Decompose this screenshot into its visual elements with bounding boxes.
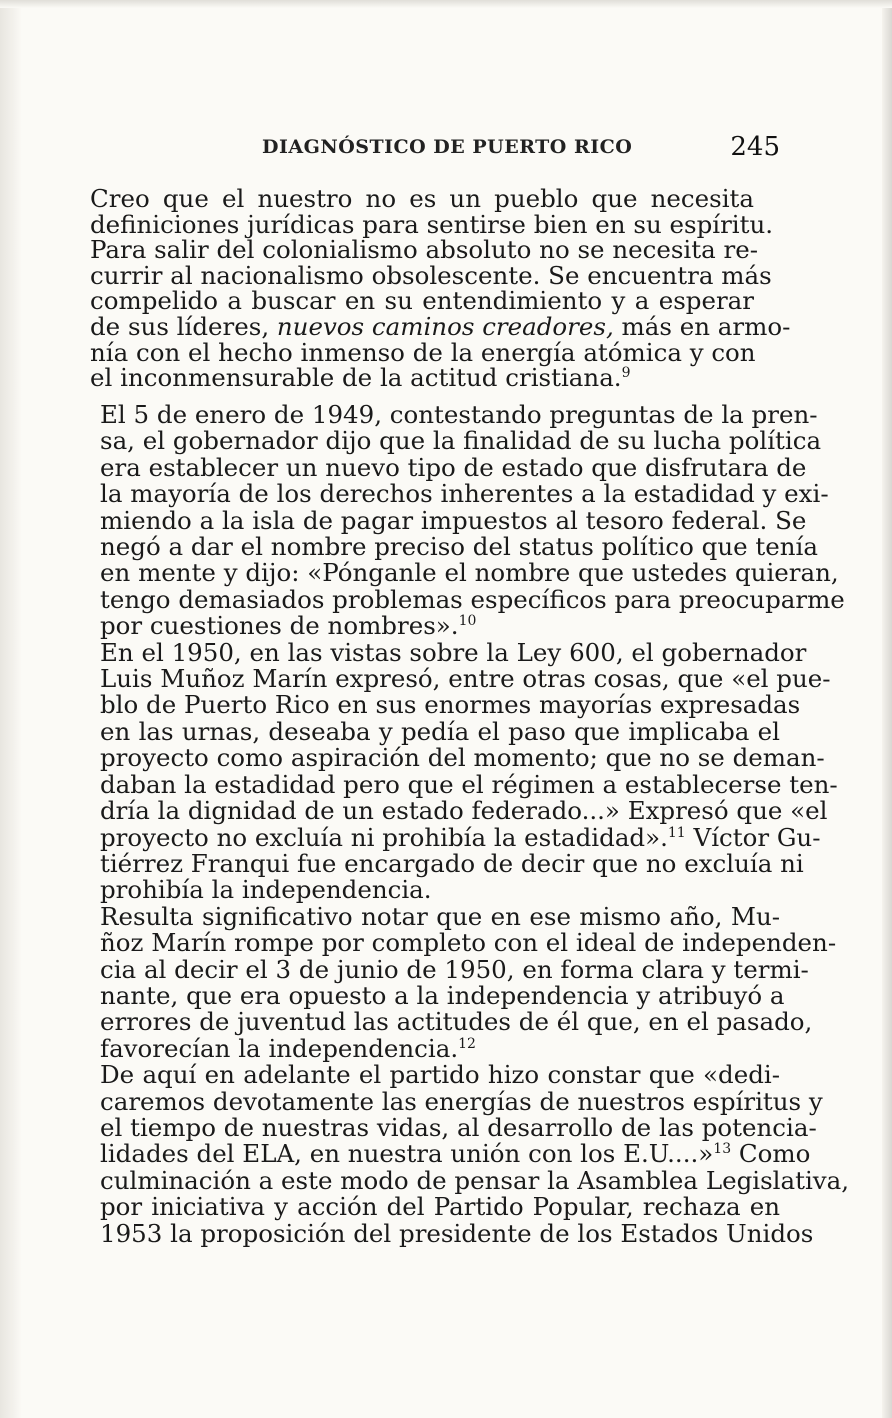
text-line bbox=[62, 1139, 811, 1169]
footnote-ref: 10 bbox=[458, 613, 477, 630]
text-line bbox=[90, 365, 754, 391]
text-line: Para salir del colonialismo absoluto no se necesita re- bbox=[90, 235, 758, 265]
page-edge-shadow-right bbox=[882, 0, 892, 1418]
text-line: errores de juventud las actitudes de él que, en el pasado, bbox=[100, 1007, 813, 1037]
footnote-ref: 11 bbox=[667, 824, 686, 841]
footnote-ref: 12 bbox=[458, 1035, 476, 1052]
text-line bbox=[62, 613, 780, 639]
text-line: por iniciativa y acción del Partido Popular, rechaza en bbox=[100, 1192, 780, 1222]
text-line: sa, el gobernador dijo que la finalidad de su lucha política bbox=[100, 426, 822, 456]
text-line: caremos devotamente las energías de nuestros espíritus y bbox=[100, 1086, 823, 1116]
text-line: miendo a la isla de pagar impuestos al tesoro federal. Se bbox=[100, 505, 807, 535]
text-line: el tiempo de nuestras vidas, al desarrollo de las potencia- bbox=[100, 1112, 817, 1142]
text-line: ñoz Marín rompe por completo con el ideal de independen- bbox=[100, 928, 837, 958]
running-title: DIAGNÓSTICO DE PUERTO RICO bbox=[262, 136, 633, 158]
text-line: dría la dignidad de un estado federado...» Expresó que «el bbox=[100, 796, 828, 826]
text-line: Resulta significativo notar que en ese mismo año, Mu- bbox=[100, 901, 780, 931]
text-line bbox=[62, 1033, 780, 1063]
text-segment: el inconmensurable de la actitud cristiana. bbox=[90, 363, 622, 393]
text-line: nía con el hecho inmenso de la energía atómica y con bbox=[90, 337, 756, 367]
quote-paragraph bbox=[90, 184, 791, 393]
footnote-ref: 9 bbox=[621, 365, 631, 381]
text-segment: Víctor Gu- bbox=[685, 822, 821, 852]
text-line: negó a dar el nombre preciso del status político que tenía bbox=[100, 532, 818, 562]
paragraph-4 bbox=[62, 1060, 850, 1248]
text-line: 1953 la proposición del presidente de los Estados Unidos bbox=[100, 1218, 814, 1248]
text-segment: más en armo- bbox=[621, 311, 791, 341]
body-text bbox=[62, 400, 850, 1248]
running-header bbox=[262, 132, 780, 166]
text-line: proyecto como aspiración del momento; que no se deman- bbox=[100, 743, 825, 773]
text-line: Creo que el nuestro no es un pueblo que necesita bbox=[90, 184, 754, 213]
text-line: prohibía la independencia. bbox=[100, 875, 432, 905]
paragraph-3 bbox=[62, 901, 837, 1063]
text-segment: por cuestiones de nombres». bbox=[100, 611, 459, 641]
text-line: cia al decir el 3 de junio de 1950, en forma clara y termi- bbox=[100, 954, 809, 984]
text-line: culminación a este modo de pensar la Asamblea Legislativa, bbox=[100, 1165, 850, 1195]
text-line: currir al nacionalismo obsolescente. Se encuentra más bbox=[90, 260, 772, 290]
text-line: tiérrez Franqui fue encargado de decir que no excluía ni bbox=[100, 848, 804, 878]
text-line: nante, que era opuesto a la independencia y atribuyó a bbox=[100, 980, 785, 1010]
text-segment: Como bbox=[731, 1139, 811, 1169]
paragraph-2 bbox=[62, 637, 838, 905]
text-line: definiciones jurídicas para sentirse bien en su espíritu. bbox=[90, 209, 774, 239]
text-segment: proyecto no excluía ni prohibía la estadidad». bbox=[100, 822, 668, 852]
text-line: tengo demasiados problemas específicos para preocuparme bbox=[100, 584, 845, 614]
text-line: en las urnas, deseaba y pedía el paso que implicaba el bbox=[100, 716, 780, 746]
text-line: en mente y dijo: «Pónganle el nombre que ustedes quieran, bbox=[100, 558, 839, 588]
footnote-ref: 13 bbox=[713, 1141, 732, 1158]
text-line bbox=[90, 311, 791, 341]
text-line: Luis Muñoz Marín expresó, entre otras cosas, que «el pue- bbox=[100, 664, 831, 694]
text-line: blo de Puerto Rico en sus enormes mayorías expresadas bbox=[100, 690, 801, 720]
paragraph-1 bbox=[62, 400, 845, 641]
text-segment: lidades del ELA, en nuestra unión con los E.U....» bbox=[100, 1139, 714, 1169]
page-number: 245 bbox=[730, 132, 780, 162]
block-quote bbox=[90, 184, 791, 393]
text-line: la mayoría de los derechos inherentes a la estadidad y exi- bbox=[100, 479, 829, 509]
text-line: compelido a buscar en su entendimiento y a esperar bbox=[90, 286, 754, 316]
text-line bbox=[62, 822, 821, 852]
italic-phrase: nuevos caminos creadores, bbox=[276, 311, 614, 341]
page-edge-shadow-left bbox=[0, 0, 22, 1418]
page-edge-shadow-top bbox=[0, 0, 892, 8]
text-line: era establecer un nuevo tipo de estado que disfrutara de bbox=[100, 452, 807, 482]
text-line: En el 1950, en las vistas sobre la Ley 600, el gobernador bbox=[100, 637, 807, 667]
text-segment: favorecían la independencia. bbox=[100, 1033, 459, 1063]
text-segment: de sus líderes, bbox=[90, 311, 270, 341]
text-line: El 5 de enero de 1949, contestando preguntas de la pren- bbox=[100, 400, 818, 429]
text-line: daban la estadidad pero que el régimen a establecerse ten- bbox=[100, 769, 838, 799]
text-line: De aquí en adelante el partido hizo constar que «dedi- bbox=[100, 1060, 780, 1090]
